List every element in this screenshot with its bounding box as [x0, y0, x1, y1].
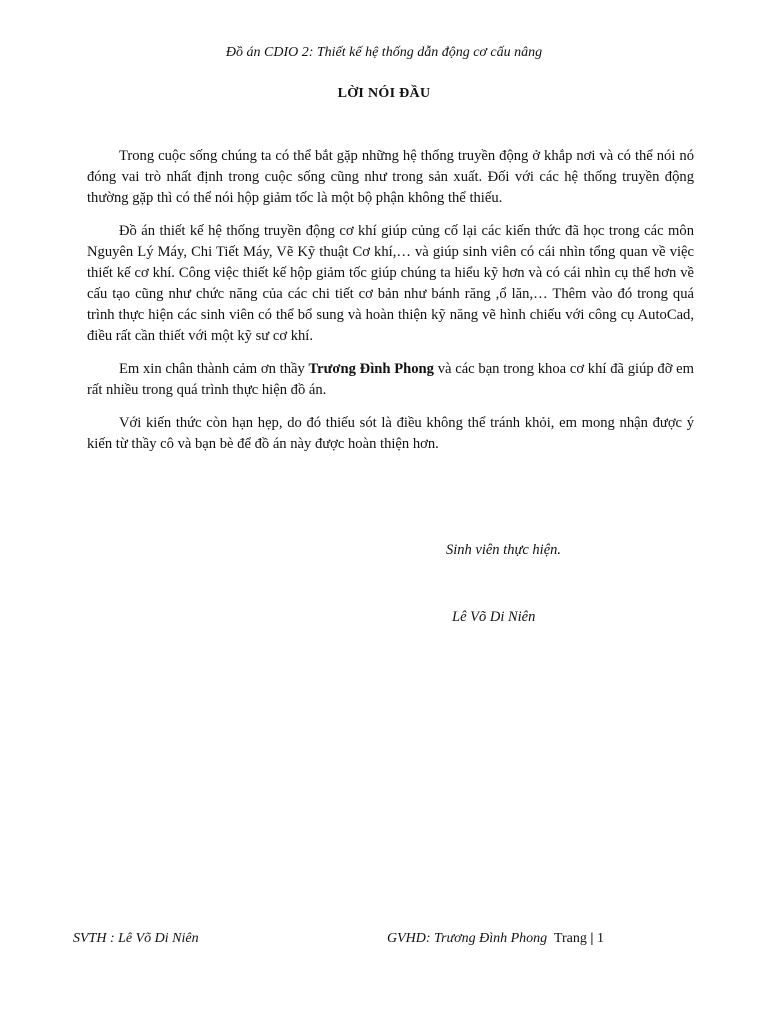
signature-role: Sinh viên thực hiện.: [446, 542, 562, 558]
page-header: Đồ án CDIO 2: Thiết kế hệ thống dẫn động cơ cấu nâng: [225, 45, 543, 60]
footer-advisor: GVHD: Trương Đình Phong: [387, 931, 548, 946]
signature-name: Lê Võ Di Niên: [452, 609, 536, 625]
footer-page-label: Trang: [553, 931, 587, 946]
footer-page-number: 1: [596, 931, 604, 946]
thanks-after: và các bạn trong khoa cơ khí đã giúp đỡ em rất nhiều trong quá trình thực hiện đồ án.: [87, 361, 694, 398]
paragraph-project: Đồ án thiết kế hệ thống truyền động cơ khí giúp củng cố lại các kiến thức đã học trong các môn Nguyên Lý Máy, Chi Tiết Máy, Vẽ Kỹ thuật Cơ khí,… và giúp sinh viên có cái nhìn tổng quan về việc thiết kế cơ khí. Công việc thiết kế hộp giảm tốc giúp chúng ta hiểu kỹ hơn và có cái nhìn cụ thể hơn về cấu tạo cũng như chức năng của các chi tiết cơ bản như bánh răng ,ổ lăn,… Thêm vào đó trong quá trình thực hiện các sinh viên có thể bổ sung và hoàn thiện kỹ năng vẽ hình chiếu với công cụ AutoCad, điều rất cần thiết với một kỹ sư cơ khí.: [87, 223, 694, 344]
thanks-before: Em xin chân thành cảm ơn thầy: [119, 361, 309, 377]
footer-separator: |: [590, 931, 594, 946]
footer-student: SVTH : Lê Võ Di Niên: [73, 931, 199, 946]
paragraph-intro: Trong cuộc sống chúng ta có thể bắt gặp những hệ thống truyền động ở khắp nơi và có thể nói nó đóng vai trò nhất định trong cuộc sống cũng như trong sản xuất. Đối với các hệ thống truyền động thường gặp thì có thể nói hộp giảm tốc là một bộ phận không thể thiếu.: [87, 148, 694, 206]
advisor-name: Trương Đình Phong: [308, 361, 434, 377]
paragraph-thanks: [87, 359, 694, 401]
paragraph-closing: Với kiến thức còn hạn hẹp, do đó thiếu sót là điều không thể tránh khỏi, em mong nhận được ý kiến từ thầy cô và bạn bè để đồ án này được hoàn thiện hơn.: [87, 415, 694, 452]
page-title: LỜI NÓI ĐẦU: [337, 86, 431, 101]
footer-right: [387, 931, 604, 947]
document-body: [87, 146, 694, 467]
